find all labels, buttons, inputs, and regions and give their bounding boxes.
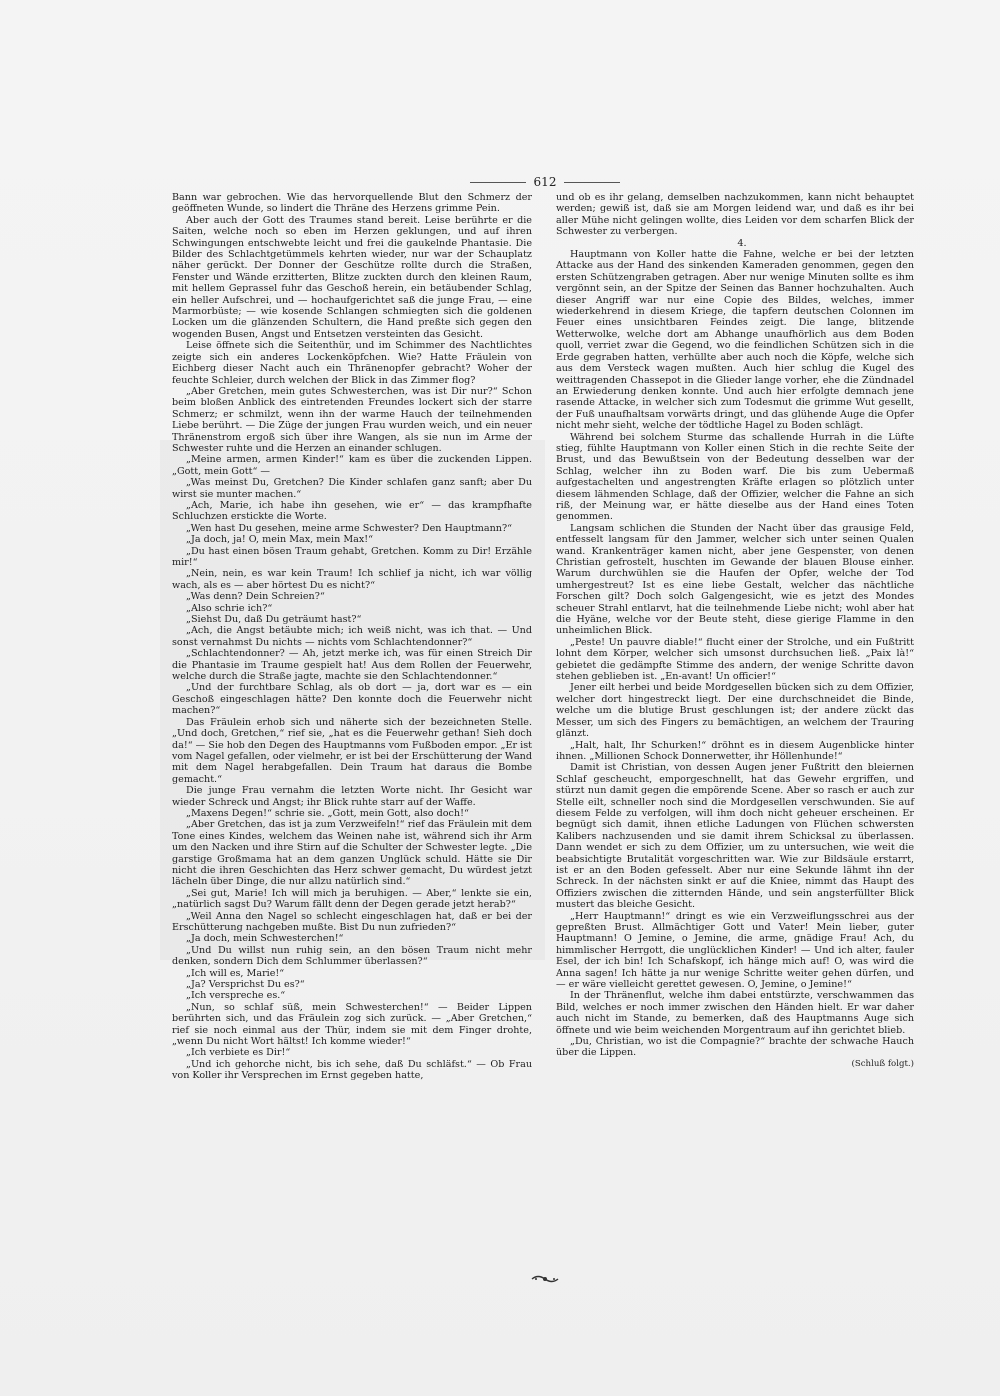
paragraph: „Aber Gretchen, mein gutes Schwesterchen, was ist Dir nur?“ Schon beim bloßen Anblick des eintretenden Freundes lockert sich der starre Schmerz; er schmilzt, wenn ihn der warme Hauch der teilnehmenden Liebe berührt. — Die Züge der jungen Frau wurden weich, und ein neuer Thränenstrom ergoß sich über ihre Wangen, als sie nun im Arme der Schwester ruhte und die Herzen an einander schlugen. <box>172 385 532 454</box>
paragraph: „Weil Anna den Nagel so schlecht eingeschlagen hat, daß er bei der Erschütterung nachgeben mußte. Bist Du nun zufrieden?“ <box>172 910 532 933</box>
paragraph: Das Fräulein erhob sich und näherte sich der bezeichneten Stelle. „Und doch, Gretchen,“ rief sie, „hat es die Feuerwehr gethan! Sieh doch da!“ — Sie hob den Degen des Hauptmanns vom Fußboden empor. „Er ist vom Nagel gefallen, oder vielmehr, er ist bei der Erschütterung der Wand mit dem Nagel herabgefallen. Dein Traum hat daraus die Bombe gemacht.“ <box>172 716 532 785</box>
page-header <box>470 172 620 192</box>
paragraph: „Ach, Marie, ich habe ihn gesehen, wie er“ — das krampfhafte Schluchzen erstickte die Worte. <box>172 499 532 523</box>
paragraph: Bann war gebrochen. Wie das hervorquellende Blut den Schmerz der geöffneten Wunde, so lindert die Thräne des Herzens grimme Pein. <box>172 192 532 215</box>
header-rule-right <box>564 182 620 183</box>
paragraph: „Du, Christian, wo ist die Compagnie?“ brachte der schwache Hauch über die Lippen. <box>556 1036 914 1059</box>
paragraph: „Ja? Versprichst Du es?“ <box>186 979 305 991</box>
paragraph: „Ich verbiete es Dir!“ <box>186 1047 291 1059</box>
paragraph: „Meine armen, armen Kinder!“ kam es über die zuckenden Lippen. „Gott, mein Gott“ — <box>172 454 532 477</box>
paragraph: und ob es ihr gelang, demselben nachzukommen, kann nicht behauptet werden; gewiß ist, daß sie am Morgen leidend war, und daß es ihr bei aller Mühe nicht gelingen wollte, dies Leiden vor dem scharfen Blick der Schwester zu verbergen. <box>556 192 914 238</box>
paragraph: Aber auch der Gott des Traumes stand bereit. Leise berührte er die Saiten, welche noch so eben im Herzen geklungen, und auf ihren Schwingungen entschwebte leicht und frei die gaukelnde Phantasie. Die Bilder des Schlachtgetümmels kehrten wieder, nur war der Schauplatz näher gerückt. Der Donner der Geschütze rollte durch die Straßen, Fenster und Wände erzitterten, Blitze zuckten durch den kleinen Raum, mit hellem Geprassel fuhr das Geschoß herein, ein betäubender Schlag, ein heller Aufschrei, und — hochaufgerichtet saß die junge Frau, — eine Marmorbüste; — wie kosende Schlangen schmiegten sich die goldenen Locken um die glänzenden Schultern, die Hand preßte sich gegen den wogenden Busen, Angst und Entsetzen versteinten das Gesicht. <box>172 214 532 340</box>
paragraph: „Ach, die Angst betäubte mich; ich weiß nicht, was ich that. — Und sonst vernahmst Du nichts — nichts vom Schlachtendonner?“ <box>172 625 532 648</box>
end-ornament-icon <box>530 1274 560 1284</box>
paragraph: „Sei gut, Marie! Ich will mich ja beruhigen. — Aber,“ lenkte sie ein, „natürlich sagst Du? Warum fällt denn der Degen gerade jetzt herab?“ <box>172 887 532 911</box>
paragraph: In der Thränenflut, welche ihm dabei entstürzte, verschwammen das Bild, welches er noch immer zwischen den Händen hielt. Er war daher auch nicht im Stande, zu bemerken, daß des Hauptmanns Auge sich öffnete und wie beim weichenden Morgentraum auf ihn gerichtet blieb. <box>556 990 914 1036</box>
paragraph: Damit ist Christian, von dessen Augen jener Fußtritt den bleiernen Schlaf gescheucht, emporgeschnellt, hat das Gewehr ergriffen, und stürzt nun damit gegen die empörende Scene. Aber so rasch er auch zur Stelle eilt, schneller noch sind die Mordgesellen verschwunden. Sie auf diesem Felde zu verfolgen, will ihm doch nicht geheuer erscheinen. Er begnügt sich damit, ihnen etliche Ladungen von Flüchen schwersten Kalibers nachzusenden und sie damit ihrem Schicksal zu überlassen. Dann wendet er sich zu dem Offizier, um zu untersuchen, wie weit die beabsichtigte Brutalität vorgeschritten war. Wie zur Bildsäule erstarrt, ist er an den Boden gefesselt. Aber nur eine Sekunde lähmt ihn der Schreck. In der nächsten sinkt er auf die Kniee, nimmt das Haupt des Offiziers zwischen die zitternden Hände, und sein angsterfüllter Blick mustert das bleiche Gesicht. <box>556 762 914 911</box>
paragraph: „Was denn? Dein Schreien?“ <box>186 591 325 603</box>
paragraph: „Ja doch, ja! O, mein Max, mein Max!“ <box>186 534 374 546</box>
section-number: 4. <box>737 237 747 249</box>
paragraph: „Siehst Du, daß Du geträumt hast?“ <box>186 614 362 626</box>
right-column <box>556 192 914 1070</box>
paragraph: Jener eilt herbei und beide Mordgesellen bücken sich zu dem Offizier, welcher dort hingestreckt liegt. Der eine durchschneidet die Binde, welche um die blutige Brust geschlungen ist; der andere zückt das Messer, um sich des Fingers zu bemächtigen, an welchem der Trauring glänzt. <box>556 682 914 740</box>
paragraph: „Und ich gehorche nicht, bis ich sehe, daß Du schläfst.“ — Ob Frau von Koller ihr Versprechen im Ernst gegeben hatte, <box>172 1058 532 1082</box>
paragraph: „Aber Gretchen, das ist ja zum Verzweifeln!“ rief das Fräulein mit dem Tone eines Kindes, welchem das Weinen nahe ist, während sich ihr Arm um den Nacken und ihre Stirn auf die Schulter der Schwester legte. „Die garstige Großmama hat an dem ganzen Unglück schuld. Hätte sie Dir nicht die ihren Geschichten das Herz schwer gemacht, Du würdest jetzt lächeln über Dinge, die nur allzu natürlich sind.“ <box>172 819 532 888</box>
paragraph: „Herr Hauptmann!“ dringt es wie ein Verzweiflungsschrei aus der gepreßten Brust. Allmächtiger Gott und Vater! Mein lieber, guter Hauptmann! O Jemine, o Jemine, die arme, gnädige Frau! Ach, du himmlischer Herrgott, die unglücklichen Kinder! — Und ich alter, fauler Esel, der ich bin! Ich Schafskopf, ich hänge mich auf! O, was wird die Anna sagen! Ich hätte ja nur wenige Schritte weiter gehen dürfen, und — er wäre vielleicht gerettet gewesen. O, Jemine, o Jemine!“ <box>556 910 914 991</box>
header-rule-left <box>470 182 526 183</box>
paragraph: Die junge Frau vernahm die letzten Worte nicht. Ihr Gesicht war wieder Schreck und Angst; ihr Blick ruhte starr auf der Waffe. <box>172 785 532 808</box>
paragraph: „Halt, halt, Ihr Schurken!“ dröhnt es in diesem Augenblicke hinter ihnen. „Millionen Schock Donnerwetter, ihr Höllenhunde!“ <box>556 739 914 762</box>
paragraph: „Du hast einen bösen Traum gehabt, Gretchen. Komm zu Dir! Erzähle mir!“ <box>172 545 532 568</box>
paragraph: „Schlachtendonner? — Ah, jetzt merke ich, was für einen Streich Dir die Phantasie im Traume gespielt hat! Aus dem Rollen der Feuerwehr, welche durch die Straße jagte, machte sie den Schlachtendonner.“ <box>172 648 532 683</box>
paragraph: Hauptmann von Koller hatte die Fahne, welche er bei der letzten Attacke aus der Hand des sinkenden Kameraden genommen, gegen den ersten Schützengraben getragen. Aber nur wenige Minuten sollte es ihm vergönnt sein, an der Spitze der Seinen das Banner hochzuhalten. Auch dieser Angriff war nur eine Copie des Bildes, welches, immer wiederkehrend in diesem Kriege, die tapfern deutschen Colonnen im Feuer eines unsichtbaren Feindes zeigt. Die lange, blitzende Wetterwolke, welche dort am Abhange unaufhörlich aus dem Boden quoll, verriet zwar die Gegend, wo die feindlichen Schützen sich in die Erde gegraben hatten, verhüllte aber auch noch die Köpfe, welche sich aus dem Versteck wagen mußten. Auch hier schlug die Kugel des weittragenden Chassepot in die Glieder lange vorher, ehe die Zündnadel an Erwiederung denken konnte. Und auch hier erfolgte demnach jene rasende Attacke, in welcher sich zum Todesmut die grimme Wut gesellt, der Fuß unaufhaltsam vorwärts dringt, und das glühende Auge die Opfer nicht mehr sieht, welche der tödtliche Hagel zu Boden schlägt. <box>556 249 914 432</box>
paragraph: „Und Du willst nun ruhig sein, an den bösen Traum nicht mehr denken, sondern Dich dem Schlummer überlassen?“ <box>172 944 532 968</box>
paragraph: „Maxens Degen!“ schrie sie. „Gott, mein Gott, also doch!“ <box>186 807 469 819</box>
paragraph: „Ich will es, Marie!“ <box>186 967 285 979</box>
paragraph: „Also schrie ich?“ <box>186 602 273 614</box>
paragraph: „Und der furchtbare Schlag, als ob dort — ja, dort war es — ein Geschoß eingeschlagen hätte? Den konnte doch die Feuerwehr nicht machen?“ <box>172 682 532 717</box>
paragraph: „Peste! Un pauvre diable!“ flucht einer der Strolche, und ein Fußtritt lohnt dem Körper, welcher sich umsonst durchsuchen ließ. „Paix là!“ gebietet die gedämpfte Stimme des andern, der wenige Schritte davon stehen geblieben ist. „En-avant! Un officier!“ <box>556 636 914 683</box>
to-be-continued: (Schluß folgt.) <box>851 1058 914 1069</box>
paragraph: „Was meinst Du, Gretchen? Die Kinder schlafen ganz sanft; aber Du wirst sie munter machen.“ <box>172 477 532 500</box>
paragraph: „Wen hast Du gesehen, meine arme Schwester? Den Hauptmann?“ <box>186 522 513 534</box>
paragraph: „Nun, so schlaf süß, mein Schwesterchen!“ — Beider Lippen berührten sich, und das Fräulein zog sich zurück. — „Aber Gretchen,“ rief sie noch einmal aus der Thür, indem sie mit dem Finger drohte, „wenn Du nicht Wort hältst! Ich komme wieder!“ <box>172 1001 532 1048</box>
paragraph: „Ich verspreche es.“ <box>186 990 286 1002</box>
left-column <box>172 192 532 1082</box>
paragraph: „Ja doch, mein Schwesterchen!“ <box>186 933 344 945</box>
paragraph: Während bei solchem Sturme das schallende Hurrah in die Lüfte stieg, fühlte Hauptmann von Koller einen Stich in die rechte Seite der Brust, und das Bewußtsein von der Bedeutung desselben war der Schlag, welcher ihn zu Boden warf. Die bis zum Uebermaß aufgestachelten und angestrengten Kräfte erlagen so plötzlich unter diesem lähmenden Schlage, daß der Offizier, welcher die Fahne an sich riß, der Meinung war, er hätte dieselbe aus der Hand eines Toten genommen. <box>556 431 914 523</box>
paragraph: Langsam schlichen die Stunden der Nacht über das grausige Feld, entfesselt langsam für den Jammer, welcher sich unter seinen Qualen wand. Krankenträger kamen nicht, aber jene Gespenster, von denen Christian gefrostelt, huschten im Gewande der blauen Blouse einher. Warum durchwühlen sie die Haufen der Opfer, welche der Tod umhergestreut? Ist es eine liebe Gestalt, welcher das nächtliche Forschen gilt? Doch solch Galgengesicht, wie es jetzt des Mondes scheuer Strahl entlarvt, hat die teilnehmende Liebe nicht; wohl aber hat die Hyäne, welche vor der Beute steht, diese gierige Flamme in den unheimlichen Blick. <box>556 522 914 637</box>
paragraph: „Nein, nein, es war kein Traum! Ich schlief ja nicht, ich war völlig wach, als es — aber hörtest Du es nicht?“ <box>172 568 532 591</box>
page-number: 612 <box>533 175 557 189</box>
paragraph: Leise öffnete sich die Seitenthür, und im Schimmer des Nachtlichtes zeigte sich ein anderes Lockenköpfchen. Wie? Hatte Fräulein von Eichberg dieser Nacht auch ein Thränenopfer gebracht? Woher der feuchte Schleier, durch welchen der Blick in das Zimmer flog? <box>172 340 532 386</box>
